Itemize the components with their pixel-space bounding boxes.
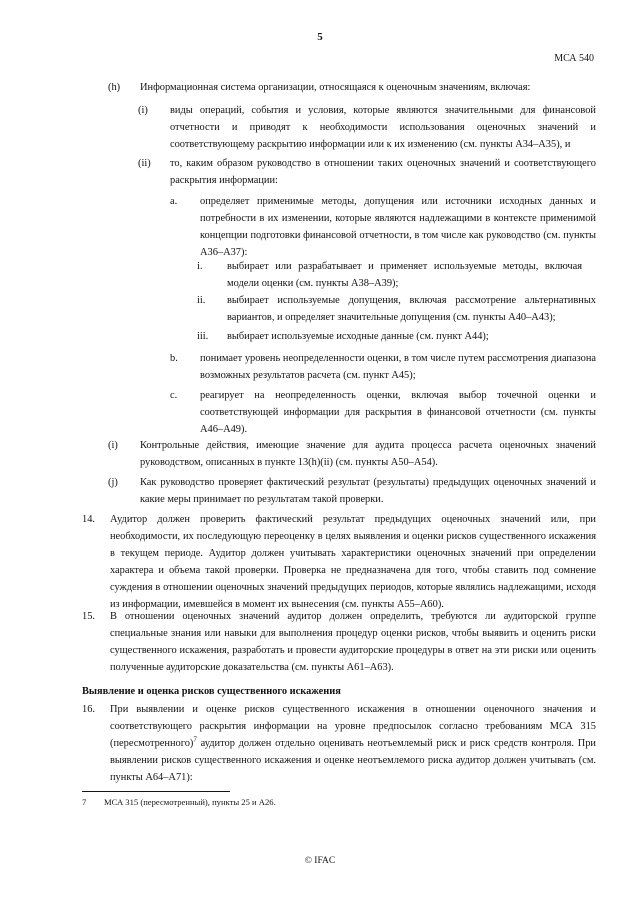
item-text: понимает уровень неопределенности оценки, в том числе путем рассмотрения диапазона возможных результатов расчета (см. пункт А45); — [200, 353, 596, 381]
paragraph-text: Аудитор должен проверить фактический результат предыдущих оценочных значений или, при необходимости, их последующую переоценку в целях выявления и оценки рисков существенного искажения в текущем периоде. Аудитор должен учитывать характеристики оценочных значений при определении характера и объема такой проверки. Проверка не предназначена для того, чтобы ставить под сомнение суждения в отношении оценочных значений предыдущих периодов, которые являлись надлежащими, исходя из информации, имевшейся в момент их вынесения (см. пункты А55–А60). — [110, 514, 596, 610]
item-text: выбирает или разрабатывает и применяет используемые методы, включая модели оценки (см. пункты А38–А39); — [227, 261, 582, 289]
item-label: (ii) — [138, 158, 151, 169]
list-item-i — [108, 437, 596, 471]
item-text: выбирает используемые исходные данные (см. пункт А44); — [227, 331, 489, 342]
item-label: iii. — [197, 331, 209, 342]
item-text: виды операций, события и условия, которые являются значительными для финансовой отчетности и приводят к необходимости использования оценочных значений и соответствующему раскрытию информации или к их изменению (см. пункты А34–А35), и — [170, 105, 596, 150]
list-item-h-ii-c — [170, 387, 596, 438]
footer-copyright: © IFAC — [304, 856, 336, 866]
item-text: Информационная система организации, относящаяся к оценочным значениям, включая: — [140, 82, 531, 93]
item-text: выбирает используемые допущения, включая рассмотрение альтернативных вариантов, и определяет значительные допущения (см. пункты А40–А43); — [227, 295, 596, 323]
item-text: определяет применимые методы, допущения или источники исходных данных и потребности в их изменении, которые являются надлежащими в контексте применимой концепции подготовки финансовой отчетности, в том числе как руководство (см. пункты А36–А37): — [200, 196, 596, 258]
list-item-h-ii — [138, 155, 596, 189]
item-label: (h) — [108, 82, 121, 93]
item-label: c. — [170, 390, 178, 401]
paragraph-number: 16. — [82, 704, 95, 715]
paragraph-text-part: При выявлении и оценке рисков существенного искажения в отношении оценочного значения и соответствующего раскрытия информации на уровне предпосылок согласно требованиям МСА 315 (пересмотренного) — [110, 704, 596, 749]
item-label: ii. — [197, 295, 206, 306]
page-number: 5 — [317, 31, 323, 43]
paragraph-number: 15. — [82, 611, 95, 622]
item-label: a. — [170, 196, 178, 207]
item-text: Как руководство проверяет фактический результат (результаты) предыдущих оценочных значений и какие меры принимает по результатам такой проверки. — [140, 477, 596, 505]
standard-reference: МСА 540 — [554, 53, 594, 64]
footnote-text: МСА 315 (пересмотренный), пункты 25 и А26. — [104, 797, 276, 807]
list-item-j — [108, 474, 596, 508]
item-label: (i) — [108, 440, 118, 451]
list-item-h — [108, 79, 578, 96]
paragraph-16 — [82, 701, 596, 786]
paragraph-number: 14. — [82, 514, 95, 525]
item-text: Контрольные действия, имеющие значение для аудита процесса расчета оценочных значений руководством, описанных в пункте 13(h)(ii) (см. пункты А50–А54). — [140, 440, 596, 468]
item-text: реагирует на неопределенность оценки, включая выбор точечной оценки и соответствующей информации для раскрытия в финансовой отчетности (см. пункты А46–А49). — [200, 390, 596, 435]
item-label: (j) — [108, 477, 118, 488]
item-label: b. — [170, 353, 178, 364]
paragraph-text: В отношении оценочных значений аудитор должен определить, требуются ли аудиторской группе специальные знания или навыки для выполнения процедур оценки рисков, чтобы выявить и оценить риски существенного искажения, разработать и провести аудиторские процедуры в ответ на эти риски или оценить полученные аудиторские доказательства (см. пункты А61–А63). — [110, 611, 596, 673]
list-item-h-ii-a-i — [197, 258, 582, 292]
paragraph-text — [110, 701, 596, 786]
footnote-reference: 7 — [193, 735, 197, 744]
list-item-h-i — [138, 102, 596, 153]
list-item-h-ii-a-ii — [197, 292, 596, 326]
list-item-h-ii-a — [170, 193, 596, 261]
footnote-number: 7 — [82, 797, 87, 807]
list-item-h-ii-a-iii — [197, 328, 596, 345]
paragraph-text-part: аудитор должен отдельно оценивать неотъемлемый риск и риск средств контроля. При выявлении рисков существенного искажения и оценке неотъемлемого риска аудитор должен учитывать (см. пункты А64–А71): — [110, 738, 596, 783]
section-heading: Выявление и оценка рисков существенного искажения — [82, 686, 341, 697]
paragraph-14 — [82, 511, 596, 613]
footnote-divider — [82, 791, 230, 792]
item-label: (i) — [138, 105, 148, 116]
item-text: то, каким образом руководство в отношении таких оценочных значений и соответствующего раскрытия информации: — [170, 158, 596, 186]
paragraph-15 — [82, 608, 596, 676]
list-item-h-ii-b — [170, 350, 596, 384]
item-label: i. — [197, 261, 203, 272]
